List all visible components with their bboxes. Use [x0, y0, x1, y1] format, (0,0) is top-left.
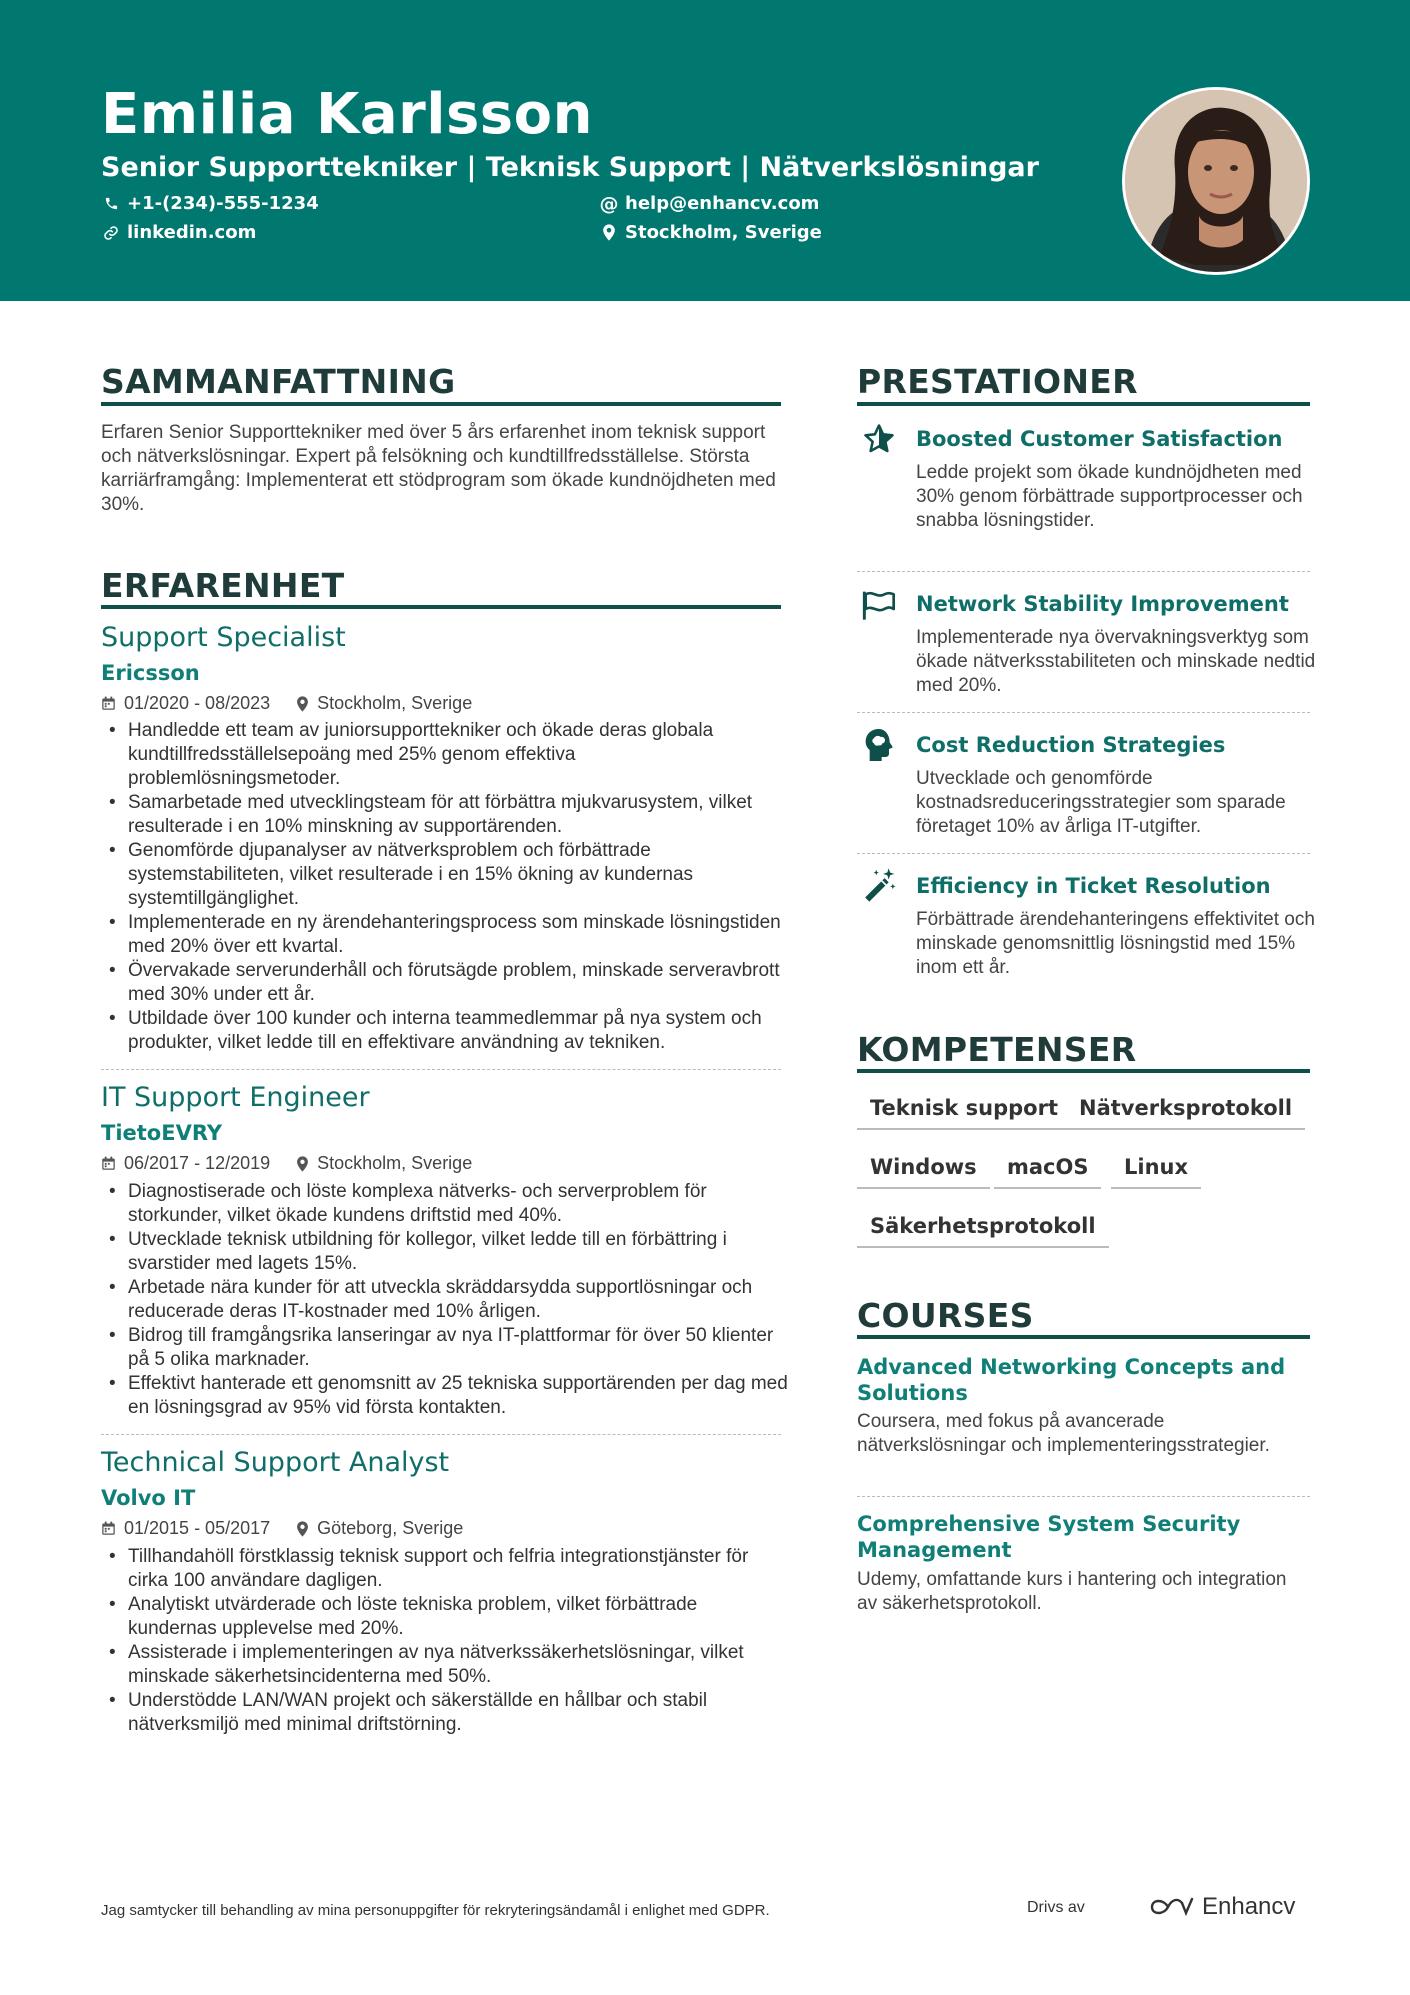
phone-text[interactable]: +1-(234)-555-1234: [127, 193, 319, 214]
enhancv-logo-text: Enhancv: [1202, 1893, 1296, 1920]
phone-icon: [101, 194, 121, 214]
job-meta: [101, 1153, 472, 1174]
achievement-divider: [857, 712, 1310, 713]
job-divider: [101, 1434, 781, 1435]
job-dates: 06/2017 - 12/2019: [124, 1153, 271, 1173]
job-bullet: • Diagnostiserade och löste komplexa nätverks- och serverproblem för storkunder, vilket ökade kundens driftstid med 40%.: [101, 1180, 791, 1228]
job-bullet: • Bidrog till framgångsrika lanseringar av nya IT-plattformar för över 50 klienter på 5 olika marknader.: [101, 1324, 791, 1372]
star-icon: [860, 420, 898, 458]
job-bullet: • Implementerade en ny ärendehanteringsprocess som minskade lösningstiden med 20% över ett kvartal.: [101, 911, 791, 959]
resume-header: [0, 0, 1410, 301]
location-pin-icon: [296, 1521, 309, 1537]
profile-photo: [1122, 87, 1310, 275]
job-title: IT Support Engineer: [101, 1082, 370, 1113]
skill-tag: Säkerhetsprotokoll: [857, 1214, 1109, 1248]
achievement-title: Cost Reduction Strategies: [916, 733, 1226, 757]
skill-tag: Teknisk support: [857, 1096, 1071, 1130]
job-company: Ericsson: [101, 661, 200, 685]
achievements-heading: PRESTATIONER: [857, 362, 1138, 401]
skills-rule: [857, 1069, 1310, 1073]
experience-heading: ERFARENHET: [101, 566, 345, 605]
job-bullet: • Understödde LAN/WAN projekt och säkerställde en hållbar och stabil nätverksmiljö med minimal driftstörning.: [101, 1689, 791, 1737]
enhancv-logo-icon: [1148, 1895, 1194, 1919]
job-bullet: • Analytiskt utvärderade och löste tekniska problem, vilket förbättrade kundernas upplevelse med 20%.: [101, 1593, 791, 1641]
linkedin-link[interactable]: linkedin.com: [127, 222, 257, 243]
brain-head-icon: [860, 726, 898, 764]
gdpr-consent: Jag samtycker till behandling av mina personuppgifter för rekryteringsändamål i enlighet med GDPR.: [101, 1902, 770, 1919]
job-bullet: • Tillhandahöll förstklassig teknisk support och felfria integrationstjänster för cirka 100 användare dagligen.: [101, 1545, 791, 1593]
achievement-desc: Förbättrade ärendehanteringens effektivitet och minskade genomsnittlig lösningstid med 15% inom ett år.: [916, 909, 1315, 978]
course-divider: [857, 1496, 1310, 1497]
at-sign-icon: @: [599, 192, 619, 215]
candidate-headline: Senior Supporttekniker | Teknisk Support | Nätverkslösningar: [101, 152, 1039, 183]
job-location: Stockholm, Sverige: [317, 1153, 473, 1173]
candidate-name: Emilia Karlsson: [101, 82, 593, 147]
powered-by-label: Drivs av: [1027, 1899, 1085, 1916]
job-bullets: [101, 719, 791, 1055]
email-link[interactable]: help@enhancv.com: [625, 193, 820, 214]
contact-linkedin: [101, 222, 256, 243]
achievement-divider: [857, 853, 1310, 854]
summary-text: Erfaren Senior Supporttekniker med över 5 års erfarenhet inom teknisk support och nätverkslösningar. Expert på felsökning och kundtillfredsställelse. Största karriärframgång: Implementerat ett stödprogram som ökade kundnöjdheten med 30%.: [101, 422, 776, 515]
contact-location: [599, 222, 822, 243]
job-dates: 01/2015 - 05/2017: [124, 1518, 271, 1538]
course-desc: Udemy, omfattande kurs i hantering och integration av säkerhetsprotokoll.: [857, 1569, 1287, 1614]
job-bullet: • Effektivt hanterade ett genomsnitt av 25 tekniska supportärenden per dag med en lösningsgrad av 95% vid första kontakten.: [101, 1372, 791, 1420]
job-title: Support Specialist: [101, 622, 346, 653]
course-desc: Coursera, med fokus på avancerade nätverkslösningar och implementeringsstrategier.: [857, 1411, 1270, 1456]
courses-heading: COURSES: [857, 1296, 1034, 1335]
job-bullet: • Övervakade serverunderhåll och förutsägde problem, minskade serveravbrott med 30% under ett år.: [101, 959, 791, 1007]
job-bullets: [101, 1180, 791, 1420]
job-meta: [101, 1518, 463, 1539]
skill-tag: Linux: [1111, 1155, 1201, 1189]
summary-heading: SAMMANFATTNING: [101, 362, 456, 401]
achievement-divider: [857, 571, 1310, 572]
job-bullet: • Handledde ett team av juniorsupporttekniker och ökade deras globala kundtillfredsställelsepoäng med 25% genom effektiva problemlösningsmetoder.: [101, 719, 791, 791]
job-bullet: • Assisterade i implementeringen av nya nätverkssäkerhetslösningar, vilket minskade säkerhetsincidenterna med 50%.: [101, 1641, 791, 1689]
experience-rule: [101, 605, 781, 609]
achievement-desc: Ledde projekt som ökade kundnöjdheten med 30% genom förbättrade supportprocesser och snabba lösningstider.: [916, 462, 1303, 531]
job-divider: [101, 1069, 781, 1070]
achievement-desc: Utvecklade och genomförde kostnadsreduceringsstrategier som sparade företaget 10% av årliga IT-utgifter.: [916, 768, 1286, 837]
job-dates: 01/2020 - 08/2023: [124, 693, 271, 713]
achievement-title: Network Stability Improvement: [916, 592, 1289, 616]
course-title: Comprehensive System Security Management: [857, 1512, 1241, 1562]
job-company: TietoEVRY: [101, 1121, 223, 1145]
job-bullet: • Arbetade nära kunder för att utveckla skräddarsydda supportlösningar och reducerade deras IT-kostnader med 10% årligen.: [101, 1276, 791, 1324]
achievement-title: Efficiency in Ticket Resolution: [916, 874, 1271, 898]
job-location: Stockholm, Sverige: [317, 693, 473, 713]
course-title: Advanced Networking Concepts and Solutions: [857, 1355, 1286, 1405]
job-bullet: • Genomförde djupanalyser av nätverksproblem och förbättrade systemstabiliteten, vilket resulterade i en 15% ökning av kundernas systemtillgänglighet.: [101, 839, 791, 911]
magic-wand-icon: [860, 866, 898, 904]
job-bullet: • Samarbetade med utvecklingsteam för att förbättra mjukvarusystem, vilket resulterade i en 10% minskning av supportärenden.: [101, 791, 791, 839]
location-pin-icon: [296, 696, 309, 712]
summary-rule: [101, 402, 781, 406]
location-text: Stockholm, Sverige: [625, 222, 822, 243]
job-bullet: • Utbildade över 100 kunder och interna teammedlemmar på nya system och produkter, vilket ledde till en effektivare användning av tekniken.: [101, 1007, 791, 1055]
job-meta: [101, 693, 472, 714]
job-bullet: • Utvecklade teknisk utbildning för kollegor, vilket ledde till en förbättring i svarstider med lagets 15%.: [101, 1228, 791, 1276]
job-location: Göteborg, Sverige: [317, 1518, 464, 1538]
calendar-icon: [101, 696, 116, 711]
achievements-rule: [857, 402, 1310, 406]
location-pin-icon: [599, 223, 619, 243]
link-icon: [101, 223, 121, 243]
job-bullets: [101, 1545, 791, 1737]
job-company: Volvo IT: [101, 1486, 196, 1510]
courses-rule: [857, 1335, 1310, 1339]
skill-tag: Windows: [857, 1155, 990, 1189]
calendar-icon: [101, 1156, 116, 1171]
location-pin-icon: [296, 1156, 309, 1172]
achievement-title: Boosted Customer Satisfaction: [916, 427, 1283, 451]
calendar-icon: [101, 1521, 116, 1536]
skill-tag: macOS: [994, 1155, 1101, 1189]
contact-email: [599, 193, 819, 214]
job-title: Technical Support Analyst: [101, 1447, 450, 1478]
flag-icon: [860, 586, 898, 624]
skill-tag: Nätverksprotokoll: [1066, 1096, 1305, 1130]
contact-phone: [101, 193, 319, 214]
enhancv-logo[interactable]: [1148, 1893, 1295, 1921]
achievement-desc: Implementerade nya övervakningsverktyg som ökade nätverksstabiliteten och minskade nedtid med 20%.: [916, 627, 1316, 696]
skills-heading: KOMPETENSER: [857, 1030, 1137, 1069]
